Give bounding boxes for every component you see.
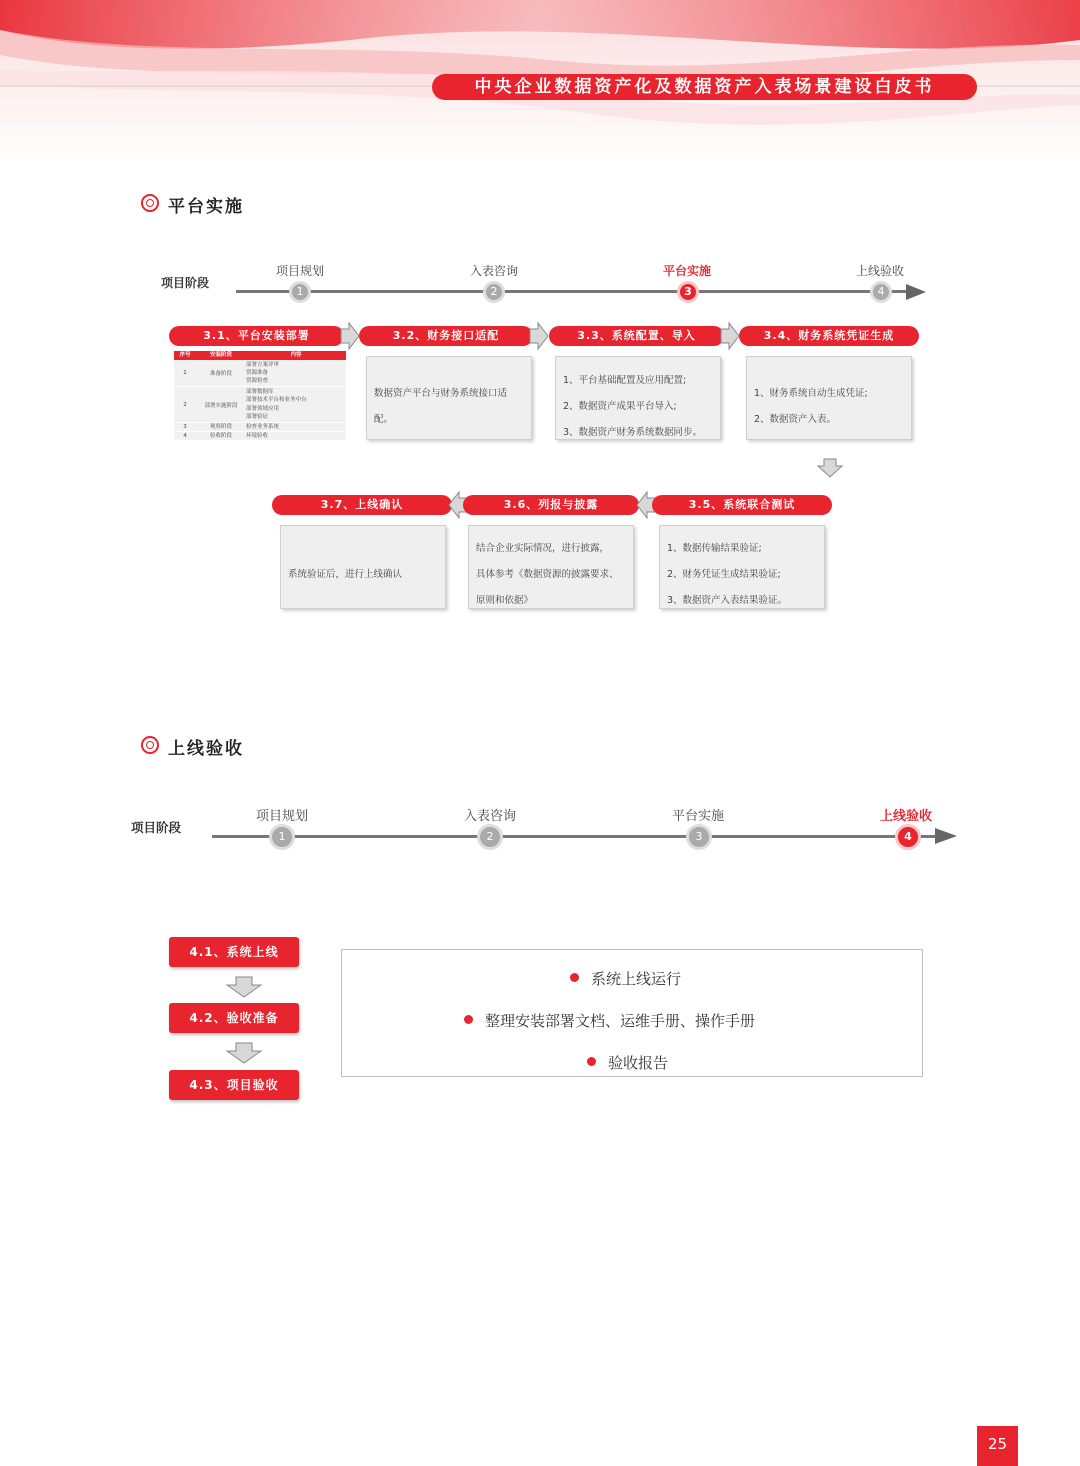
section-title-platform: 平台实施 xyxy=(168,197,244,217)
table-cell: 1 xyxy=(183,370,187,376)
step-text-line: 3、数据资产入表结果验证。 xyxy=(667,595,788,606)
timeline-label-2: 入表咨询 xyxy=(469,264,518,278)
table-cell-item: 部署技术平台和业务中台 xyxy=(246,397,307,403)
down-arrow-icon xyxy=(817,458,843,478)
step-arrow-icon xyxy=(340,322,360,350)
step-text-line: 结合企业实际情况，进行披露， xyxy=(476,543,610,554)
step-3-6-pill: 3.6、列报与披露 xyxy=(463,495,639,515)
step-3-3-pill: 3.3、系统配置、导入 xyxy=(549,326,724,346)
table-cell-item: 部署领域应用 xyxy=(246,405,280,412)
step-text-line: 数据资产平台与财务系统接口适 xyxy=(374,388,508,399)
install-stage-table xyxy=(174,351,346,441)
table-cell: 4 xyxy=(183,433,187,439)
table-row xyxy=(174,387,346,423)
timeline-label-4: 上线验收 xyxy=(879,809,932,824)
timeline-line xyxy=(212,835,944,838)
timeline-dot-3: 3 xyxy=(677,281,699,303)
table-cell: 部署实施阶段 xyxy=(204,402,238,409)
table-cell: 环境验收 xyxy=(246,433,269,439)
timeline-head: 项目阶段 xyxy=(131,820,182,835)
step-text-line: 具体参考《数据资源的披露要求、 xyxy=(476,569,619,580)
table-header-cell: 序号 xyxy=(179,352,191,358)
step-text-line: 原则和依据》 xyxy=(476,595,534,606)
step-4-2: 4.2、验收准备 xyxy=(169,1003,299,1033)
timeline-label-2: 入表咨询 xyxy=(463,809,516,824)
timeline-dot-4: 4 xyxy=(895,824,921,850)
bullet-dot-icon xyxy=(587,1057,596,1066)
bullet-text: 验收报告 xyxy=(608,1054,669,1072)
step-3-7-pill: 3.7、上线确认 xyxy=(272,495,452,515)
step-text-line: 1、财务系统自动生成凭证; xyxy=(754,388,868,399)
table-row xyxy=(174,360,346,387)
table-row xyxy=(174,423,346,432)
step-text-line: 配。 xyxy=(374,414,394,425)
step-text-line: 系统验证后，进行上线确认 xyxy=(288,569,403,580)
timeline-dot-2: 2 xyxy=(483,281,505,303)
step-arrow-icon xyxy=(720,322,740,350)
bullet-item xyxy=(587,1052,668,1073)
page-number: 25 xyxy=(977,1426,1018,1466)
timeline-head: 项目阶段 xyxy=(161,276,210,290)
table-cell-item: 部署数据库 xyxy=(246,388,274,395)
timeline-dot-1: 1 xyxy=(289,281,311,303)
step-text-line: 1、平台基础配置及应用配置; xyxy=(563,375,687,386)
table-cell xyxy=(246,361,346,385)
timeline-arrow-icon xyxy=(906,284,926,300)
timeline-arrow-icon xyxy=(935,828,957,844)
step-arrow-icon xyxy=(529,322,549,350)
table-cell-item: 部署方案评审 xyxy=(246,362,280,368)
step-3-4-pill: 3.4、财务系统凭证生成 xyxy=(739,326,919,346)
step-3-1-pill: 3.1、平台安装部署 xyxy=(169,326,344,346)
bullet-text: 整理安装部署文档、运维手册、操作手册 xyxy=(485,1012,756,1030)
step-text-line: 2、数据资产入表。 xyxy=(754,414,837,425)
table-cell: 验收阶段 xyxy=(209,433,232,439)
timeline-label-1: 项目规划 xyxy=(255,809,308,824)
timeline-dot-1: 1 xyxy=(269,824,295,850)
bullet-item xyxy=(570,968,681,989)
table-header-cell: 内容 xyxy=(290,352,302,358)
timeline-dot-4: 4 xyxy=(870,281,892,303)
table-row xyxy=(174,432,346,441)
timeline-dot-2: 2 xyxy=(477,824,503,850)
table-cell-item: 资源准备 xyxy=(246,370,269,376)
acceptance-content-box xyxy=(341,949,923,1077)
bullet-dot-icon xyxy=(464,1015,473,1024)
step-3-2-box xyxy=(366,356,532,440)
section-bullet-icon xyxy=(141,194,159,212)
step-3-6-box xyxy=(468,525,634,609)
step-4-3: 4.3、项目验收 xyxy=(169,1070,299,1100)
step-text-line: 3、数据资产财务系统数据同步。 xyxy=(563,427,703,438)
step-3-4-box xyxy=(746,356,912,440)
table-cell-item: 资源检查 xyxy=(246,378,269,384)
step-4-1: 4.1、系统上线 xyxy=(169,937,299,967)
table-cell: 3 xyxy=(183,424,187,430)
bullet-text: 系统上线运行 xyxy=(591,970,682,988)
table-cell: 检查业务系统 xyxy=(246,424,280,430)
down-arrow-icon xyxy=(226,976,262,998)
down-arrow-icon xyxy=(226,1042,262,1064)
step-3-2-pill: 3.2、财务接口适配 xyxy=(359,326,533,346)
table-header xyxy=(174,351,346,360)
timeline-label-4: 上线验收 xyxy=(855,264,904,278)
step-text-line: 2、数据资产成果平台导入; xyxy=(563,401,677,412)
table-header-cell: 安装阶段 xyxy=(209,352,232,358)
step-3-5-pill: 3.5、系统联合测试 xyxy=(652,495,832,515)
table-cell: 准备阶段 xyxy=(209,371,232,377)
table-cell: 2 xyxy=(183,401,187,408)
section-bullet-icon xyxy=(141,736,159,754)
table-cell-item: 部署验证 xyxy=(246,414,269,420)
step-text-line: 1、数据传输结果验证; xyxy=(667,543,762,554)
table-cell: 观察阶段 xyxy=(209,424,232,430)
header-title: 中央企业数据资产化及数据资产入表场景建设白皮书 xyxy=(474,77,935,97)
timeline-label-3: 平台实施 xyxy=(662,264,711,278)
step-3-7-box xyxy=(280,525,446,609)
bullet-item xyxy=(464,1010,755,1031)
section-title-acceptance: 上线验收 xyxy=(168,739,244,759)
timeline-label-1: 项目规划 xyxy=(275,264,324,278)
step-text-line: 2、财务凭证生成结果验证; xyxy=(667,569,781,580)
step-3-5-box xyxy=(659,525,825,609)
bullet-dot-icon xyxy=(570,973,579,982)
table-cell xyxy=(246,388,346,422)
timeline-line xyxy=(236,290,916,293)
step-3-3-box xyxy=(555,356,721,440)
timeline-dot-3: 3 xyxy=(686,824,712,850)
timeline-label-3: 平台实施 xyxy=(671,809,724,824)
